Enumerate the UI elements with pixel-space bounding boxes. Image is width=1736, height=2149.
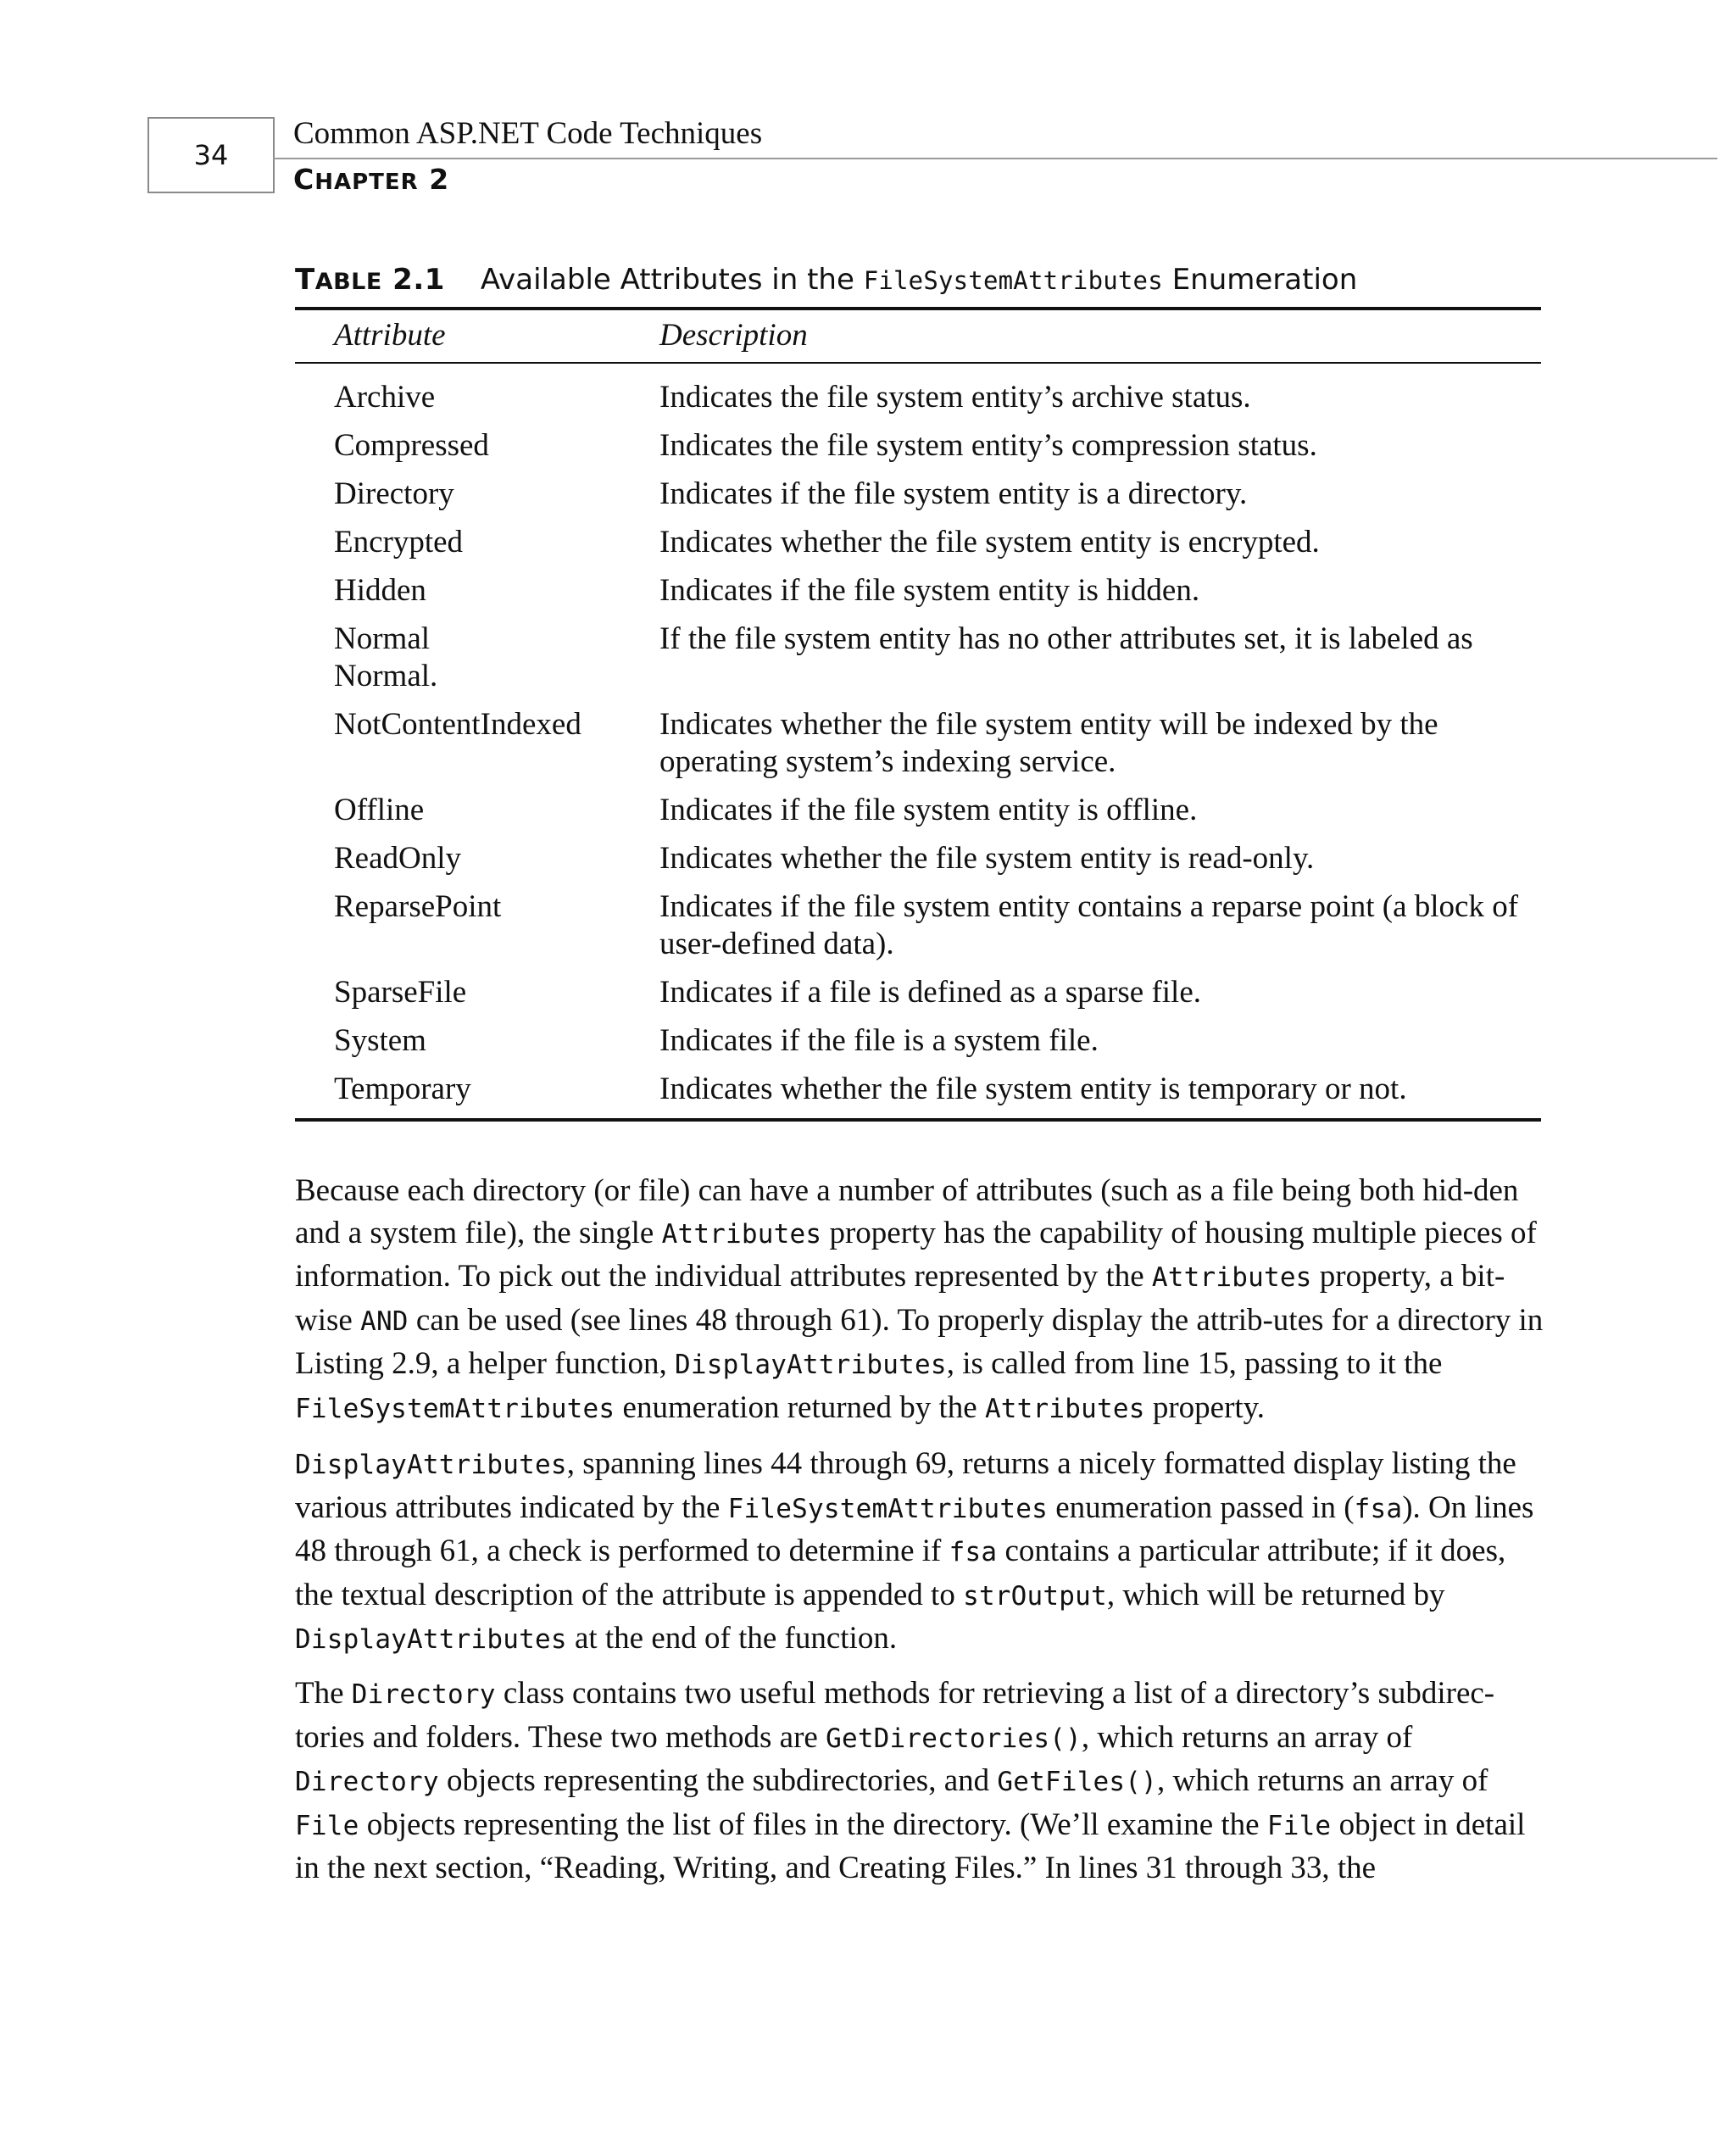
attribute-cell: SparseFile [334,975,467,1010]
attribute-cell: ReadOnly [334,841,462,876]
description-cell: Indicates whether the file system entity will be indexed by the operating system’s indexing service. [659,707,1438,779]
paragraph-text: , is called from line 15, passing to it the [946,1346,1443,1381]
table-row [295,883,1541,969]
table-row [295,422,1541,470]
description-cell: Indicates whether the file system entity is read-only. [659,841,1315,876]
table-caption [295,263,1357,297]
attribute-cell: Normal Normal. [334,621,438,693]
inline-code: Attributes [1151,1262,1312,1293]
description-cell: Indicates whether the file system entity is encrypted. [659,525,1320,560]
paragraph-text: objects representing the subdirectories, and [438,1763,998,1798]
paragraph-text: , which will be returned by [1106,1577,1445,1612]
table-row [295,701,1541,787]
chapter-label [293,163,449,196]
table-row [295,1066,1541,1120]
inline-code: Directory [351,1679,496,1710]
running-head-title: Common ASP.NET Code Techniques [293,116,763,151]
attribute-cell: Compressed [334,428,489,463]
table-row [295,835,1541,883]
chapter-label-rest: HAPTER [314,170,419,195]
header-divider [273,117,275,193]
inline-code: FileSystemAttributes [295,1393,615,1424]
inline-code: fsa [1354,1493,1403,1524]
body-paragraph [295,1673,1545,1890]
attribute-cell: Offline [334,793,425,827]
description-cell: Indicates whether the file system entity is temporary or not. [659,1066,1541,1120]
table-row [295,519,1541,567]
chapter-label-initial: C [293,163,315,196]
inline-code: fsa [949,1537,998,1567]
table-caption-text-end: Enumeration [1171,263,1358,297]
table-caption-text: Available Attributes in the [480,263,854,297]
attribute-cell: NotContentIndexed [334,707,581,742]
inline-code: DisplayAttributes [675,1350,947,1380]
table-row [295,615,1541,701]
attribute-cell: System [334,1023,426,1058]
table-row [295,363,1541,422]
attributes-table [295,307,1541,1122]
table-caption-code: FileSystemAttributes [863,266,1163,295]
paragraph-text: Because each directory (or file) can have a number of attributes (such as a file being both hid-den and a system file), the single [295,1173,1519,1250]
attribute-cell: Encrypted [334,525,464,560]
paragraph-text: The [295,1676,352,1711]
paragraph-text: property, a bit-wise [295,1259,1505,1338]
description-cell: Indicates if the file system entity contains a reparse point (a block of user-defined data). [659,889,1519,961]
inline-code: Directory [295,1767,439,1797]
description-cell: Indicates if the file system entity is a directory. [659,476,1248,511]
paragraph-text: objects representing the list of files in the directory. (We’ll examine the [359,1807,1267,1842]
table-number: TABLE 2.1 [295,263,445,297]
paragraph-text: can be used (see lines 48 through 61). To properly display the attrib-utes for a directory in Listing 2.9, a helper function, [295,1302,1544,1381]
paragraph-text: enumeration returned by the [615,1389,985,1425]
description-cell: Indicates the file system entity’s compression status. [659,428,1317,463]
description-cell: Indicates if the file is a system file. [659,1023,1099,1058]
table-row [295,787,1541,835]
paragraph-text: , spanning lines 44 through 69, returns a nicely formatted display listing the various attributes indicated by the [295,1446,1516,1525]
inline-code: FileSystemAttributes [727,1493,1048,1524]
column-header-description: Description [659,309,1541,363]
attribute-cell: ReparsePoint [334,889,502,924]
attribute-cell: Temporary [295,1066,659,1120]
description-cell: If the file system entity has no other attributes set, it is labeled as [659,621,1473,656]
inline-code: strOutput [963,1580,1107,1612]
inline-code: File [1266,1810,1332,1841]
inline-code: GetFiles() [997,1767,1158,1797]
paragraph-text: contains a particular attribute; if it does, the textual description of the attribute is appended to [295,1534,1506,1612]
page-number: 34 [147,117,273,193]
description-cell: Indicates if a file is defined as a sparse file. [659,975,1202,1010]
table-row [295,969,1541,1017]
attribute-cell-continuation: Normal. [334,659,438,693]
column-header-attribute: Attribute [295,309,659,363]
header-rule [273,158,1717,159]
paragraph-text: at the end of the function. [566,1621,898,1656]
description-cell: Indicates the file system entity’s archive status. [659,380,1251,415]
paragraph-text: property has the capability of housing multiple pieces of information. To pick out the individual attributes represented by the [295,1215,1537,1294]
paragraph-text: , which returns an array of [1081,1719,1413,1755]
paragraph-text: ). On lines 48 through 61, a check is performed to determine if [295,1489,1534,1568]
paragraph-text: , which returns an array of [1157,1763,1488,1798]
attribute-cell: Archive [334,380,436,415]
inline-code: DisplayAttributes [295,1450,567,1480]
table-row [295,567,1541,615]
table-row [295,470,1541,519]
description-cell: Indicates if the file system entity is hidden. [659,573,1200,608]
chapter-number: 2 [429,163,450,196]
body-paragraph [295,1170,1545,1430]
paragraph-text: class contains two useful methods for retrieving a list of a directory’s subdirec-tories and folders. These two methods are [295,1676,1495,1755]
paragraph-text: enumeration passed in ( [1047,1489,1355,1525]
inline-code: File [295,1810,359,1841]
inline-code: Attributes [984,1393,1145,1424]
inline-code: DisplayAttributes [295,1624,567,1655]
inline-code: Attributes [661,1218,822,1250]
table-row [295,1017,1541,1066]
inline-code: AND [360,1306,409,1337]
paragraph-text: object in detail in the next section, “Reading, Writing, and Creating Files.” In lines 31 through 33, the [295,1807,1526,1885]
inline-code: GetDirectories() [826,1723,1082,1754]
table-header-row [295,309,1541,363]
description-cell: Indicates if the file system entity is offline. [659,793,1198,827]
paragraph-text: property. [1144,1389,1266,1425]
body-paragraph [295,1443,1545,1662]
attribute-cell: Hidden [334,573,426,608]
attribute-cell: Directory [334,476,454,511]
